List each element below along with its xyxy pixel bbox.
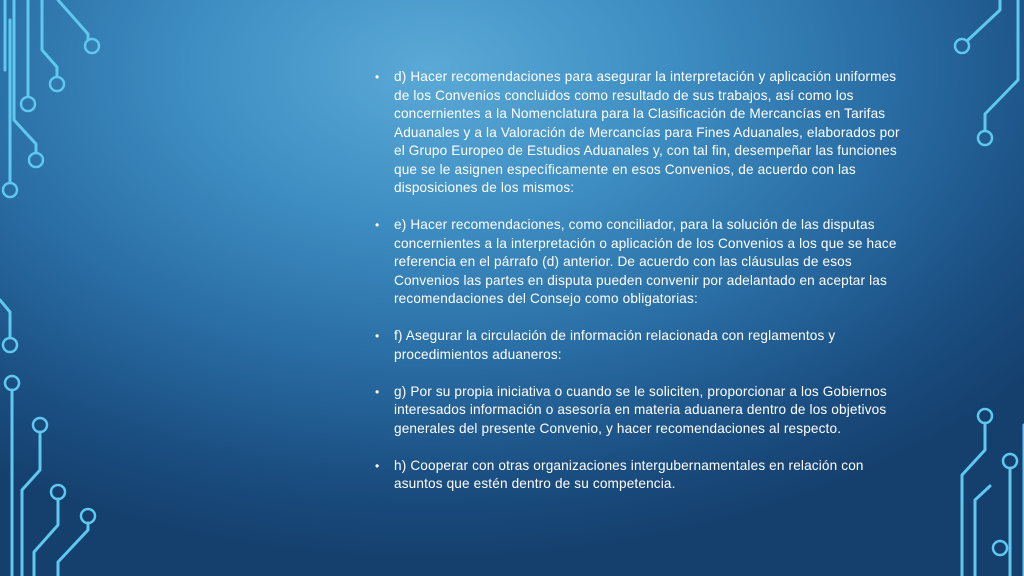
bullet-icon: • [375, 70, 380, 84]
bullet-list [372, 68, 912, 494]
circuit-left-top [3, 0, 99, 197]
bullet-text: d) Hacer recomendaciones para asegurar la interpretación y aplicación uniformes de los Convenios concluidos como resultado de sus trabajos, así como los concernientes a la Nomenclatura para la Clasificación de Mercancías en Tarifas Aduanales y a la Valoración de Mercancías para Fines Aduanales, elaborados por el Grupo Europeo de Estudios Aduanales y, con tal fin, desempeñar las funciones que se le asignen específicamente en esos Convenios, de acuerdo con las disposiciones de los mismos: [394, 69, 900, 195]
bullet-item-e [372, 216, 912, 309]
bullet-text: h) Cooperar con otras organizaciones intergubernamentales en relación con asuntos que estén dentro de su competencia. [394, 457, 864, 491]
circuit-right-top [955, 0, 1018, 145]
circuit-left-middle [0, 300, 17, 352]
bullet-item-f [372, 327, 912, 364]
bullet-item-h [372, 457, 912, 494]
bullet-item-g [372, 383, 912, 439]
bullet-text: f) Asegurar la circulación de información relacionada con reglamentos y procedimientos aduaneros: [394, 328, 836, 362]
slide-content [372, 68, 912, 512]
circuit-right-bottom [962, 409, 1024, 576]
bullet-icon: • [375, 329, 380, 343]
bullet-icon: • [375, 218, 380, 232]
circuit-left-bottom [5, 376, 95, 576]
bullet-icon: • [375, 384, 380, 399]
bullet-text: g) Por su propia iniciativa o cuando se le soliciten, proporcionar a los Gobiernos interesados información o asesoría en materia aduanera dentro de los objetivos generales del presente Convenio, y hacer recomendaciones al respecto. [394, 383, 887, 436]
bullet-item-d [372, 68, 912, 198]
bullet-text: e) Hacer recomendaciones, como conciliador, para la solución de las disputas concernientes a la interpretación o aplicación de los Convenios a los que se hace referencia en el párrafo (d) anterior. De acuerdo con las cláusulas de esos Convenios las partes en disputa pueden convenir por adelantado en aceptar las recomendaciones del Consejo como obligatorias: [394, 217, 897, 306]
bullet-icon: • [375, 458, 380, 473]
